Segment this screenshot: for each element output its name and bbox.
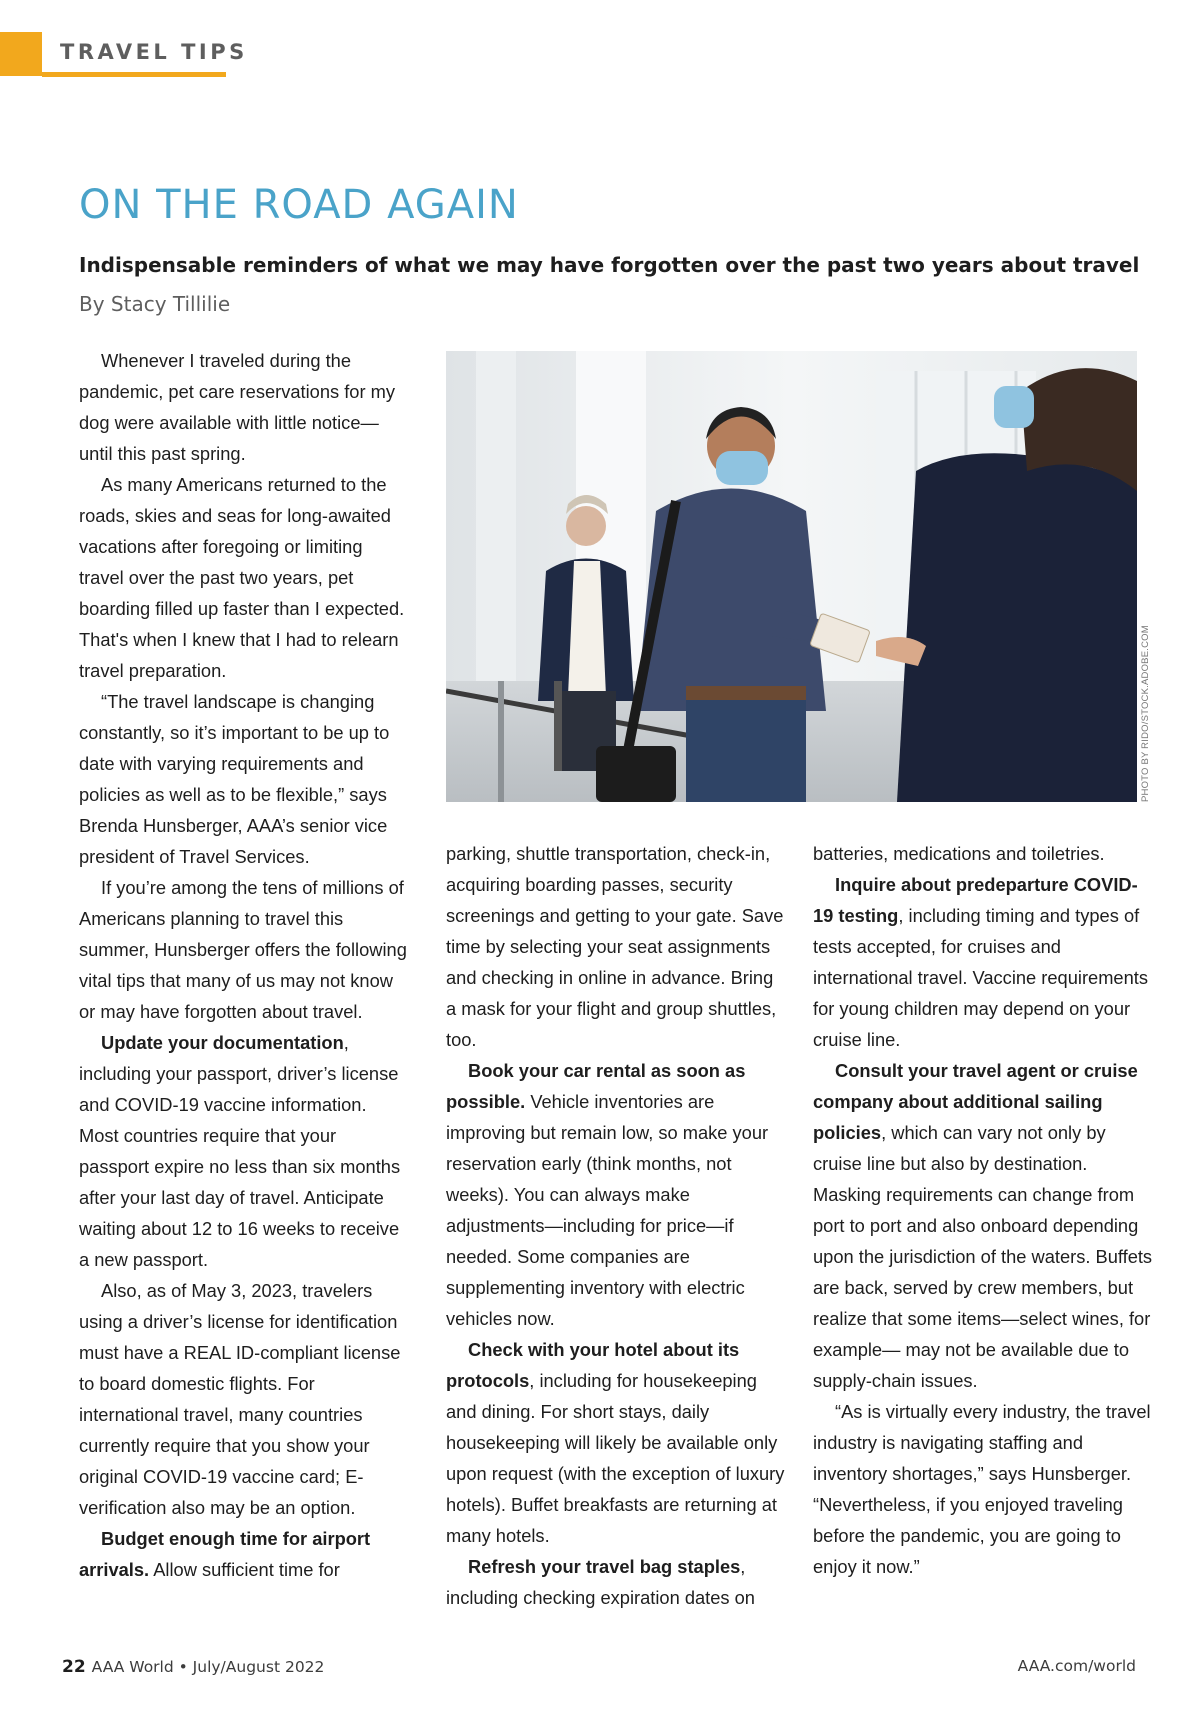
tip-heading: Refresh your travel bag staples xyxy=(468,1556,741,1577)
paragraph: “The travel landscape is changing constantly, so it’s important to be up to date with varying requirements and policies as well as to be flexible,” says Brenda Hunsberger, AAA’s senior vice president of Travel Services. xyxy=(79,691,390,867)
page-number: 22 xyxy=(62,1657,86,1677)
tip-heading: Inquire about predeparture COVID-19 testing xyxy=(813,874,1138,926)
paragraph xyxy=(446,1334,786,1551)
tip-heading: Check with your hotel about its protocols xyxy=(446,1339,740,1391)
tip-text: , including checking expiration dates on xyxy=(446,1556,755,1608)
article-deck: Indispensable reminders of what we may have forgotten over the past two years about travel xyxy=(79,253,1140,277)
paragraph: If you’re among the tens of millions of Americans planning to travel this summer, Hunsberger offers the following vital tips that many of us may not know or may have forgotten about travel. xyxy=(79,877,407,1022)
tip-heading: Consult your travel agent or cruise company about additional sailing policies xyxy=(813,1060,1138,1143)
footer-url[interactable]: AAA.com/world xyxy=(1017,1657,1136,1675)
paragraph: parking, shuttle transportation, check-in, acquiring boarding passes, security screenings and getting to your gate. Save time by selecting your seat assignments and checking in online in advance. Bring a mask for your flight and group shuttles, too. xyxy=(446,843,784,1050)
paragraph: “As is virtually every industry, the travel industry is navigating staffing and inventory shortages,” says Hunsberger. “Nevertheless, if you enjoyed traveling before the pandemic, you are going to enjoy it now.” xyxy=(813,1401,1151,1577)
paragraph xyxy=(446,1551,786,1613)
tip-text: Allow sufficient time for xyxy=(149,1559,340,1580)
section-accent-bar xyxy=(0,32,42,76)
paragraph: As many Americans returned to the roads, skies and seas for long-awaited vacations after foregoing or limiting travel over the past two years, pet boarding filled up faster than I expected. That's when I knew that I had to relearn travel preparation. xyxy=(79,474,405,681)
section-label: TRAVEL TIPS xyxy=(60,40,248,64)
tip-text: , which can vary not only by cruise line but also by destination. Masking requirements can change from port to port and also onboard depending upon the jurisdiction of the waters. Buffets are back, served by crew members, but realize that some items—select wines, for example— may not be available due to supply-chain issues. xyxy=(813,1122,1153,1391)
article-column-1 xyxy=(79,345,409,1585)
tip-text: , including timing and types of tests accepted, for cruises and international travel. Vaccine requirements for young children may depend on your cruise line. xyxy=(813,905,1148,1050)
paragraph xyxy=(813,1055,1153,1396)
paragraph xyxy=(79,1027,409,1275)
article-column-3 xyxy=(813,838,1153,1582)
paragraph xyxy=(813,869,1153,1055)
publication-info: AAA World • July/August 2022 xyxy=(91,1658,325,1676)
paragraph: batteries, medications and toiletries. xyxy=(813,843,1105,864)
tip-heading: Update your documentation xyxy=(101,1032,344,1053)
paragraph: Whenever I traveled during the pandemic, pet care reservations for my dog were available with little notice— until this past spring. xyxy=(79,350,395,464)
article-photo xyxy=(446,351,1137,802)
article-headline: ON THE ROAD AGAIN xyxy=(79,182,519,228)
airport-checkin-photo xyxy=(446,351,1137,802)
article-column-2 xyxy=(446,838,786,1613)
paragraph xyxy=(446,1055,786,1334)
page-footer xyxy=(62,1657,324,1677)
tip-heading: Book your car rental as soon as possible. xyxy=(446,1060,746,1112)
tip-heading: Budget enough time for airport arrivals. xyxy=(79,1528,371,1580)
paragraph: Also, as of May 3, 2023, travelers using a driver’s license for identification must have a REAL ID-compliant license to board domestic flights. For international travel, many countries currently require that you show your original COVID-19 vaccine card; E-verification also may be an option. xyxy=(79,1280,401,1518)
article-byline: By Stacy Tillilie xyxy=(79,292,231,316)
tip-text: Vehicle inventories are improving but remain low, so make your reservation early (think months, not weeks). You can always make adjustments—including for price—if needed. Some companies are supplementing inventory with electric vehicles now. xyxy=(446,1091,769,1329)
tip-text: , including for housekeeping and dining. For short stays, daily housekeeping will likely be available only upon request (with the exception of luxury hotels). Buffet breakfasts are returning at many hotels. xyxy=(446,1370,785,1546)
section-underline xyxy=(42,72,226,77)
paragraph xyxy=(79,1523,409,1585)
tip-text: , including your passport, driver’s license and COVID-19 vaccine information. Most countries require that your passport expire no less than six months after your last day of travel. Anticipate waiting about 12 to 16 weeks to receive a new passport. xyxy=(79,1032,401,1270)
photo-credit: PHOTO BY RIDO/STOCK.ADOBE.COM xyxy=(1140,625,1151,802)
